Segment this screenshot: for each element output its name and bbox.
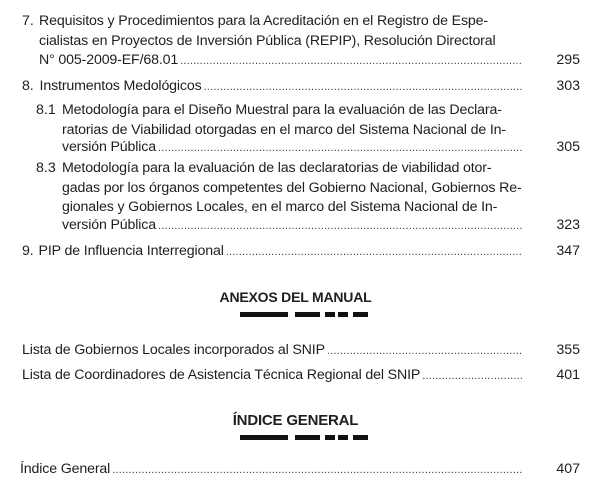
toc-entry-number: 9. [22,243,34,259]
dot-leader [422,367,523,387]
toc-entry-title: Lista de Coordinadores de Asistencia Técnica Regional del SNIP [22,367,421,383]
annexes-heading: ANEXOS DEL MANUAL [219,289,372,305]
heading-ornament-bar [240,435,368,440]
toc-page-number: 401 [556,367,580,383]
dot-leader [327,342,523,362]
toc-entry-number: 8.3 [36,160,56,176]
dot-leader [226,243,523,263]
toc-entry-line: gadas por los órganos competentes del Gobierno Nacional, Gobiernos Re- [62,179,522,196]
toc-entry-line: Metodología para el Diseño Muestral para la evaluación de las Declara- [62,102,502,118]
toc-entry-number: 8.1 [36,102,56,118]
toc-entry-title [62,101,506,140]
toc-entry-line: Metodología para la evaluación de las declaratorias de viabilidad otor- [62,160,492,176]
dot-leader [204,78,523,98]
dot-leader [158,139,523,159]
toc-entry-number: 7. [22,13,34,29]
toc-page-number: 305 [556,139,580,155]
dot-leader [112,461,523,481]
toc-leader-row [39,51,525,72]
toc-page-number: 295 [556,52,580,68]
toc-general-index-item [20,460,525,481]
toc-entry-number: 8. [22,78,34,94]
toc-leader-row [62,138,525,159]
toc-page-number: 303 [556,78,580,94]
toc-entry-8 [22,77,525,98]
toc-entry-line: cialistas en Proyectos de Inversión Pública (REPIP), Resolución Directoral [39,32,496,49]
toc-entry-8-3 [36,159,536,219]
toc-entry-title: Índice General [20,461,111,477]
toc-annex-item [22,366,525,387]
toc-entry-line: gionales y Gobiernos Locales, en el marco del Sistema Nacional de In- [62,199,498,215]
toc-page-number: 347 [556,243,580,259]
heading-ornament-bar [240,312,368,317]
toc-page-number: 355 [556,342,580,358]
general-index-heading: ÍNDICE GENERAL [232,412,359,429]
dot-leader [158,217,523,237]
toc-entry-title: PIP de Influencia Interregional [38,243,224,259]
toc-page-number: 407 [556,461,580,477]
toc-page-number: 323 [556,217,580,233]
toc-entry-title [39,12,496,51]
toc-entry-line: ratorias de Viabilidad otorgadas en el marco del Sistema Nacional de In- [62,121,506,138]
toc-entry-title [62,159,522,218]
toc-entry-line: versión Pública [62,139,156,155]
toc-entry-title: Lista de Gobiernos Locales incorporados al SNIP [22,342,325,358]
toc-entry-line: N° 005-2009-EF/68.01 [39,52,179,68]
toc-entry-9 [22,242,525,263]
toc-entry-title: Instrumentos Medológicos [39,78,202,94]
toc-entry-8-1 [36,101,536,141]
toc-entry-line: versión Pública [62,217,156,233]
toc-annex-item [22,341,525,362]
toc-entry-line: Requisitos y Procedimientos para la Acreditación en el Registro de Espe- [39,13,488,29]
dot-leader [180,52,523,72]
toc-leader-row [62,216,525,237]
